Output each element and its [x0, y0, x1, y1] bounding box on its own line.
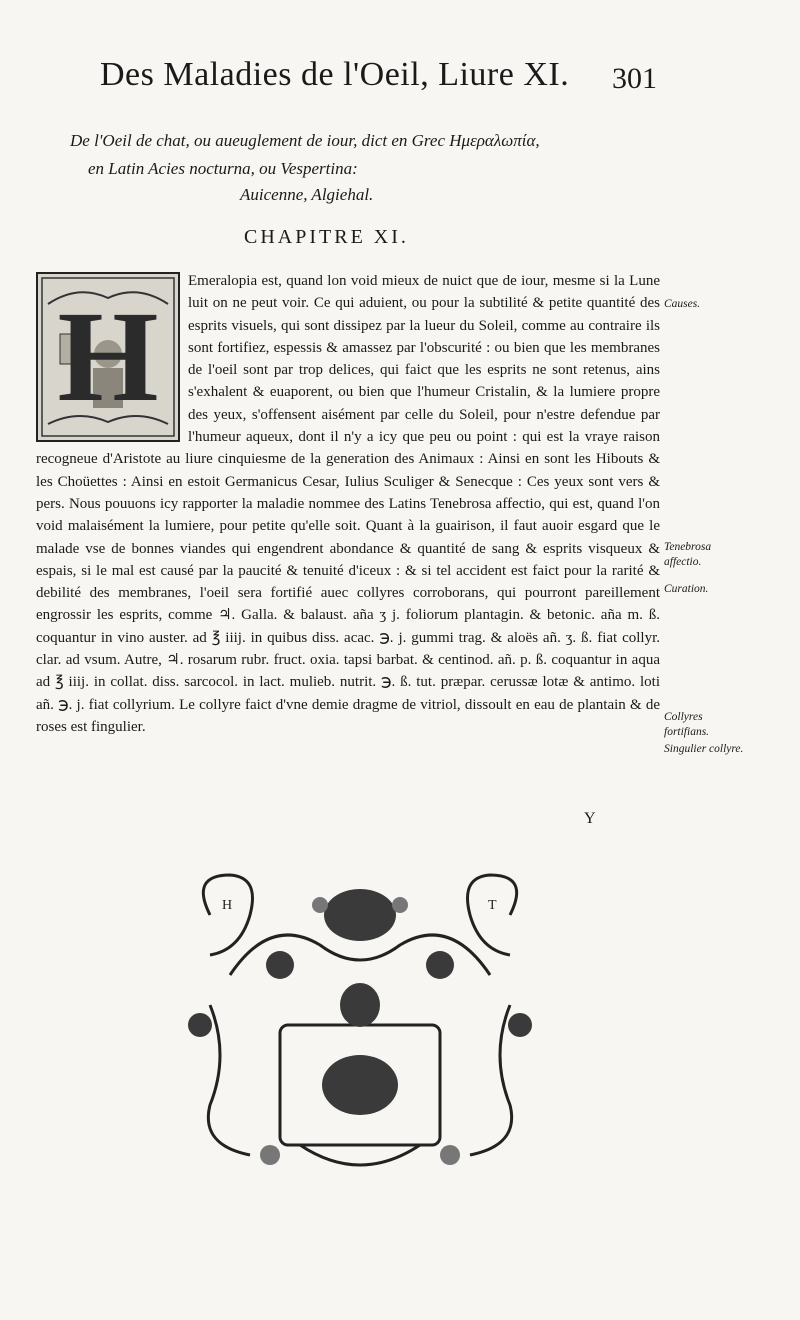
chapter-heading: CHAPITRE XI.: [244, 226, 409, 248]
drop-cap-letter: H: [57, 285, 159, 429]
section-subtitle-line3: Auicenne, Algiehal.: [240, 185, 374, 204]
ornament-letter-h: H: [222, 898, 233, 913]
running-head: Des Maladies de l'Oeil, Liure XI.: [100, 56, 570, 93]
signature-mark: Y: [584, 810, 596, 827]
body-paragraph: Emeralopia est, quand lon void mieux de nuict que de iour, mesme si la Lune luit on ne peut voir. Ce qui aduient, ou pour la subtilité & petite quantité des esprits visuels, qui sont dissipez par la lueur du Soleil, comme au contraire ils sont fortifiez, espessis & amassez par l'obscurité : ou bien que les membranes de l'oeil sont par trop delices, qui faict que les esprits ne sont retenus, ains s'exhalent & euaporent, ou bien que l'humeur Cristalin, & la lumiere propre des yeux, s'offensent aisément par celle du Soleil, pour n'estre defendue par l'humeur aqueux, dont il n'y a icy que peu ou point : qui est la vraye raison recogneue d'Aristote au liure cinquiesme de la generation des Animaux : Ainsi en sont les Hibouts & les Choüettes : Ainsi en estoit Germanicus Cesar, Iulius Sculiger & Senecque : Ces yeux sont vers & pers. Nous pouuons icy rapporter la maladie nommee des Latins Tenebrosa affectio, qui est, quand l'on void malaisément la lumiere, pour petite qu'elle soit. Quant à la guairison, il faut auoir esgard que le malade vse de bonnes viandes qui engendrent abondance & quantité de sang & esprits visqueux & espais, si le mal est causé par la paucité & tenuité d'iceux : & si tel accident est faict pour la rarité & debilité des membranes, l'oeil sera fortifié auec collyres corroborans, qui pourront pareillement engrossir les esprits, comme ♃. Galla. & balaust. aña ʒ j. foliorum plantagin. & betonic. aña m. ß. coquantur in vino auster. ad ℥ iiij. in quibus diss. acac. ℈. j. gummi trag. & aloës añ. ʒ. ß. fiat collyr. clar. ad vsum. Autre, ♃. rosarum rubr. fruct. oxia. tapsi barbat. & centinod. añ. p. ß. coquantur in aqua ad ℥ iiij. in collat. diss. sarcocol. in lact. mulieb. nutrit. ℈. ß. tut. præpar. cerussæ lotæ & antimo. loti añ. ℈. j. fiat collyrium. Le collyre faict d'vne demie dragme de vitriol, dissoult en eau de plantain & de roses est fingulier.: [36, 273, 660, 735]
section-subtitle-line1: De l'Oeil de chat, ou aueuglement de iour, dict en Grec Hμεραλωπία,: [70, 131, 540, 150]
margin-note-singulier: Singulier collyre.: [664, 743, 744, 755]
tailpiece-ornament-icon: [170, 855, 550, 1185]
historiated-initial-scholar-icon: [36, 272, 180, 442]
margin-note-causes: Causes.: [664, 298, 701, 310]
ornament-letter-t: T: [488, 898, 497, 913]
margin-note-tenebrosa: Tenebrosa affectio.: [664, 541, 712, 568]
margin-note-collyres: Collyres fortifians.: [664, 711, 710, 738]
section-subtitle-line2: en Latin Acies nocturna, ou Vespertina:: [88, 159, 358, 178]
page-number: 301: [612, 62, 657, 95]
margin-note-curation: Curation.: [664, 583, 709, 595]
